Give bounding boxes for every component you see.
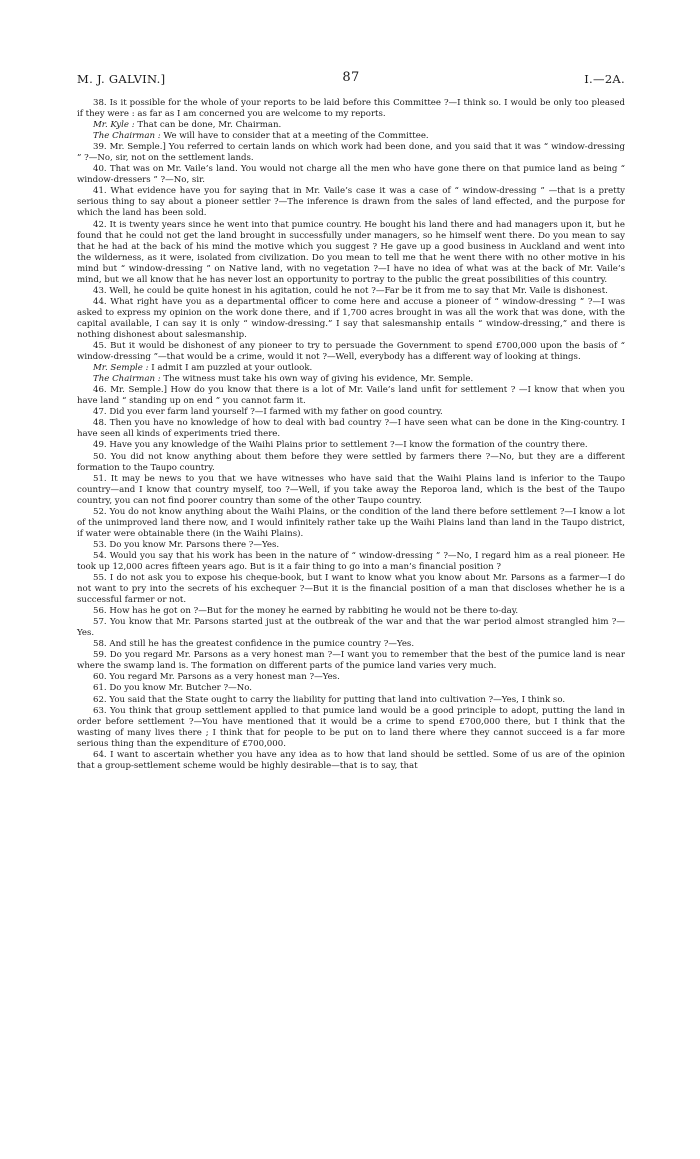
document-page bbox=[77, 72, 625, 772]
paragraph-text: 40. That was on Mr. Vaile’s land. You would not charge all the men who have gone there on that pumice land as being “ window-dressers ” ?—No, sir. bbox=[77, 164, 625, 186]
testimony-paragraph bbox=[77, 341, 625, 363]
testimony-paragraph bbox=[77, 407, 625, 418]
paragraph-text: We will have to consider that at a meeting of the Committee. bbox=[160, 131, 429, 142]
testimony-paragraph bbox=[77, 186, 625, 219]
paragraph-text: 43. Well, he could be quite honest in his agitation, could he not ?—Far be it from me to say that Mr. Vaile is dishonest. bbox=[93, 285, 608, 296]
testimony-paragraph bbox=[77, 131, 625, 142]
paragraph-text: 48. Then you have no knowledge of how to deal with bad country ?—I have seen what can be done in the King-country. I have seen all kinds of experiments tried there. bbox=[77, 418, 625, 440]
paragraph-text: 54. Would you say that his work has been in the nature of “ window-dressing ” ?—No, I regard him as a real pioneer. He took up 12,000 acres fifteen years ago. But is it a fair thing to go into a man’s financial position ? bbox=[77, 550, 625, 572]
paragraph-text: 60. You regard Mr. Parsons as a very honest man ?—Yes. bbox=[93, 672, 340, 683]
testimony-paragraph bbox=[77, 120, 625, 131]
testimony-paragraph bbox=[77, 297, 625, 341]
page-header bbox=[77, 72, 625, 94]
testimony-paragraph bbox=[77, 440, 625, 451]
speaker-label: Mr. Kyle : bbox=[93, 120, 135, 131]
paragraph-text: 63. You think that group settlement applied to that pumice land would be a good principle to adopt, putting the land in order before settlement ?—You have mentioned that it would be a crime to spend £700,000 there, but I think that the wasting of many lives there ; I think that for people to be put on to land there where they cannot succeed is a far more serious thing than the expenditure of £700,000. bbox=[77, 705, 625, 749]
paragraph-text: 57. You know that Mr. Parsons started just at the outbreak of the war and that the war period almost strangled him ?—Yes. bbox=[77, 617, 625, 639]
testimony-paragraph bbox=[77, 474, 625, 507]
testimony-paragraph bbox=[77, 573, 625, 606]
header-witness: M. J. GALVIN.] bbox=[77, 72, 166, 86]
testimony-paragraph bbox=[77, 606, 625, 617]
paragraph-text: That can be done, Mr. Chairman. bbox=[134, 120, 282, 131]
testimony-paragraph bbox=[77, 507, 625, 540]
paragraph-text: 55. I do not ask you to expose his cheque-book, but I want to know what you know about Mr. Parsons as a farmer—I do not want to pry into the secrets of his exchequer ?—But it is the financial position of a man that discloses whether he is a successful farmer or not. bbox=[77, 573, 625, 606]
paragraph-text: 41. What evidence have you for saying that in Mr. Vaile’s case it was a case of “ window-dressing ” —that is a pretty serious thing to say about a pioneer settler ?—The inference is drawn from the sales of land effected, and the purpose for which the land has been sold. bbox=[77, 186, 625, 219]
paragraph-text: 46. Mr. Semple.] How do you know that there is a lot of Mr. Vaile’s land unfit for settlement ? —I know that when you have land “ standing up on end ” you cannot farm it. bbox=[77, 385, 625, 407]
paragraph-text: 53. Do you know Mr. Parsons there ?—Yes. bbox=[93, 539, 280, 550]
paper-reference: I.—2A. bbox=[584, 72, 625, 86]
testimony-paragraph bbox=[77, 286, 625, 297]
paragraph-text: 64. I want to ascertain whether you have any idea as to how that land should be settled. Some of us are of the opinion that a group-settlement scheme would be highly desirable—that is to say, that bbox=[77, 749, 625, 771]
paragraph-text: 51. It may be news to you that we have witnesses who have said that the Waihi Plains land is inferior to the Taupo country—and I know that country myself, too ?—Well, if you take away the Reporoa land, which is the best of the Taupo country, you can not find poorer country than some of the other Taupo country. bbox=[77, 473, 625, 506]
testimony-paragraph bbox=[77, 750, 625, 772]
testimony-paragraph bbox=[77, 363, 625, 374]
paragraph-text: 45. But it would be dishonest of any pioneer to try to persuade the Government to spend £700,000 upon the basis of “ window-dressing ”—that would be a crime, would it not ?—Well, everybody has a different way of looking at things. bbox=[77, 341, 625, 363]
paragraph-text: The witness must take his own way of giving his evidence, Mr. Semple. bbox=[160, 374, 474, 385]
evidence-text bbox=[77, 98, 625, 772]
testimony-paragraph bbox=[77, 220, 625, 286]
speaker-label: Mr. Semple : bbox=[93, 363, 149, 374]
testimony-paragraph bbox=[77, 551, 625, 573]
paragraph-text: 52. You do not know anything about the Waihi Plains, or the condition of the land there before settlement ?—I know a lot of the unimproved land there now, and I would infinitely rather take up the Waihi Plains land than land in the Taupo district, if water were obtainable there (in the Waihi Plains). bbox=[77, 506, 625, 539]
paragraph-text: 49. Have you any knowledge of the Waihi Plains prior to settlement ?—I know the formation of the country there. bbox=[93, 440, 588, 451]
paragraph-text: 39. Mr. Semple.] You referred to certain lands on which work had been done, and you said that it was “ window-dressing ” ?—No, sir, not on the settlement lands. bbox=[77, 142, 625, 164]
testimony-paragraph bbox=[77, 695, 625, 706]
testimony-paragraph bbox=[77, 672, 625, 683]
testimony-paragraph bbox=[77, 617, 625, 639]
testimony-paragraph bbox=[77, 540, 625, 551]
testimony-paragraph bbox=[77, 98, 625, 120]
testimony-paragraph bbox=[77, 706, 625, 750]
speaker-label: The Chairman : bbox=[93, 374, 161, 385]
paragraph-text: 44. What right have you as a departmental officer to come here and accuse a pioneer of “ window-dressing ” ?—I was asked to express my opinion on the work done there, and if 1,700 acres brought in was all the work that was done, with the capital available, I can say it is only “ window-dressing.” I say that salesmanship entails “ window-dressing,” and there is nothing dishonest about salesmanship. bbox=[77, 296, 625, 340]
paragraph-text: 50. You did not know anything about them before they were settled by farmers there ?—No, but they are a different formation to the Taupo country. bbox=[77, 451, 625, 473]
paragraph-text: 56. How has he got on ?—But for the money he earned by rabbiting he would not be there to-day. bbox=[93, 606, 519, 617]
paragraph-text: 38. Is it possible for the whole of your reports to be laid before this Committee ?—I think so. I would be only too pleased if they were : as far as I am concerned you are welcome to my reports. bbox=[77, 98, 625, 120]
testimony-paragraph bbox=[77, 452, 625, 474]
testimony-paragraph bbox=[77, 374, 625, 385]
paragraph-text: 47. Did you ever farm land yourself ?—I farmed with my father on good country. bbox=[93, 407, 443, 418]
speaker-label: The Chairman : bbox=[93, 131, 161, 142]
testimony-paragraph bbox=[77, 639, 625, 650]
testimony-paragraph bbox=[77, 385, 625, 407]
page-number: 87 bbox=[342, 70, 360, 85]
testimony-paragraph bbox=[77, 142, 625, 164]
testimony-paragraph bbox=[77, 683, 625, 694]
paragraph-text: 42. It is twenty years since he went into that pumice country. He bought his land there and had managers upon it, but he found that he could not get the land brought in successfully under managers, so he himself went there. Do you mean to say that he had at the back of his mind the motive which you suggest ? He gave up a good business in Auckland and went into the wilderness, as it were, isolated from civilization. Do you mean to tell me that he went there with no other motive in his mind but “ window-dressing ” on Native land, with no vegetation ?—I have no idea of what was at the back of Mr. Vaile’s mind, but we all know that he has never lost an opportunity to portray to the public the great possibilities of this country. bbox=[77, 219, 625, 285]
paragraph-text: 62. You said that the State ought to carry the liability for putting that land into cultivation ?—Yes, I think so. bbox=[93, 694, 566, 705]
testimony-paragraph bbox=[77, 650, 625, 672]
paragraph-text: 58. And still he has the greatest confidence in the pumice country ?—Yes. bbox=[93, 639, 415, 650]
testimony-paragraph bbox=[77, 164, 625, 186]
paragraph-text: 59. Do you regard Mr. Parsons as a very honest man ?—I want you to remember that the best of the pumice land is near where the swamp land is. The formation on different parts of the pumice land varies very much. bbox=[77, 650, 625, 672]
paragraph-text: I admit I am puzzled at your outlook. bbox=[148, 363, 313, 374]
testimony-paragraph bbox=[77, 418, 625, 440]
paragraph-text: 61. Do you know Mr. Butcher ?—No. bbox=[93, 683, 252, 694]
